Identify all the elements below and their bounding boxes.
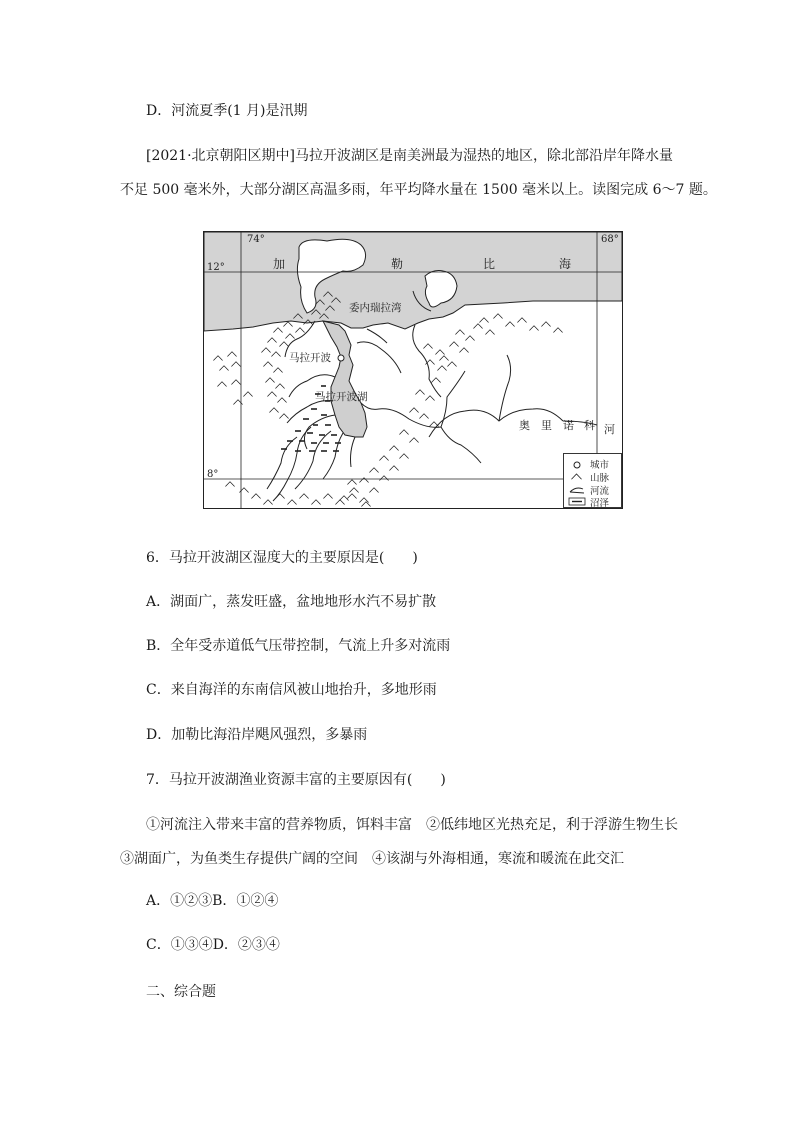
lat-top-label: 12°: [207, 262, 225, 273]
q6-option-b: B．全年受赤道低气压带控制，气流上升多对流雨: [146, 638, 451, 654]
sea-label-2: 勒: [391, 257, 404, 271]
legend-river: 河流: [590, 486, 610, 497]
gulf-label: 委内瑞拉湾: [349, 302, 402, 314]
q6-option-d: D．加勒比海沿岸飓风强烈，多暴雨: [146, 727, 368, 743]
q7-stem: 7．马拉开波湖渔业资源丰富的主要原因有( ): [146, 772, 446, 788]
q6-option-c: C．来自海洋的东南信风被山地抬升，多地形雨: [146, 682, 437, 698]
lake-maracaibo-map: [203, 231, 623, 509]
legend-swamp: 沼泽: [590, 498, 610, 509]
sea-label-3: 比: [483, 257, 496, 271]
city-label: 马拉开波: [289, 352, 331, 364]
q7-options-cd: C．①③④D．②③④: [146, 937, 280, 953]
river-label-4: 科: [584, 419, 595, 432]
lon-right-label: 68°: [601, 234, 619, 245]
map-legend: [564, 454, 622, 510]
q7-statements-2: ③湖面广，为鱼类生存提供广阔的空间 ④该湖与外海相通，寒流和暖流在此交汇: [120, 851, 624, 867]
q7-options-ab: A．①②③B．①②④: [146, 893, 279, 909]
intro-line-2: 不足 500 毫米外，大部分湖区高温多雨，年平均降水量在 1500 毫米以上。读图完成 6～7 题。: [120, 182, 717, 198]
river-label-3: 诺: [563, 419, 574, 432]
sea-label-4: 海: [559, 257, 572, 271]
intro-line-1: [2021·北京朝阳区期中]马拉开波湖区是南美洲最为湿热的地区，除北部沿岸年降水量: [146, 148, 674, 164]
river-label-1: 奥: [519, 419, 530, 432]
q6-option-a: A．湖面广，蒸发旺盛，盆地地形水汽不易扩散: [146, 594, 437, 610]
prev-option-d: D．河流夏季(1 月)是汛期: [146, 103, 308, 119]
section-heading: 二、综合题: [146, 984, 216, 1000]
river-label-2: 里: [541, 419, 552, 432]
legend-city: 城市: [590, 460, 610, 471]
legend-mountain: 山脉: [590, 473, 610, 484]
lat-bottom-label: 8°: [207, 469, 219, 480]
legend-city-icon: [574, 462, 580, 468]
q7-statements-1: ①河流注入带来丰富的营养物质，饵料丰富 ②低纬地区光热充足，利于浮游生物生长: [146, 817, 678, 833]
sea-label-1: 加: [273, 257, 286, 271]
river-label-5: 河: [604, 423, 615, 436]
city-marker: [338, 355, 344, 361]
lon-left-label: 74°: [247, 234, 265, 245]
lake-label: 马拉开波湖: [315, 391, 368, 403]
q6-stem: 6．马拉开波湖区湿度大的主要原因是( ): [146, 550, 418, 566]
